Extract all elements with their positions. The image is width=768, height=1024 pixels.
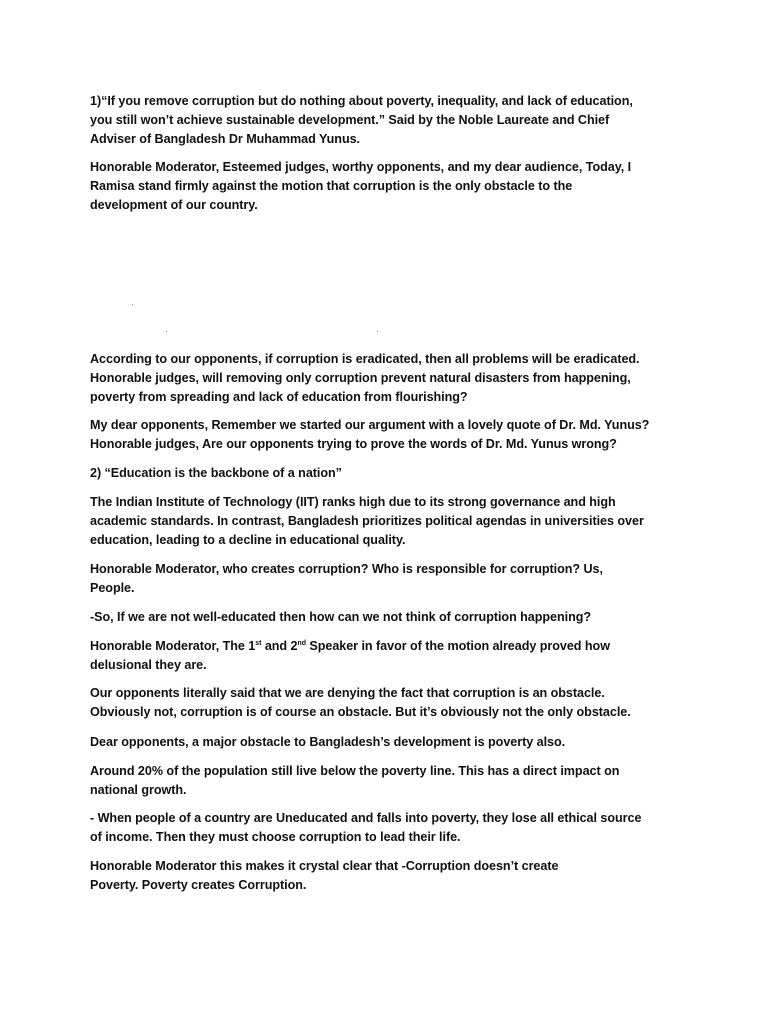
text-line: of income. Then they must choose corruption to lead their life. <box>90 830 461 845</box>
paragraph-not-only-obstacle <box>90 684 690 722</box>
paragraph-who-creates <box>90 560 690 598</box>
scan-speck <box>377 331 378 332</box>
text-line: Ramisa stand firmly against the motion that corruption is the only obstacle to the <box>90 179 573 194</box>
paragraph-quote-yunus <box>90 92 690 150</box>
text-line: poverty from spreading and lack of education from flourishing? <box>90 390 468 405</box>
text-line: Honorable Moderator this makes it crystal clear that -Corruption doesn’t create <box>90 859 559 873</box>
text-line: Honorable judges, Are our opponents trying to prove the words of Dr. Md. Yunus wrong? <box>90 437 617 452</box>
scan-speck <box>166 331 167 332</box>
paragraph-remember-quote <box>90 416 690 454</box>
text-line: Poverty. Poverty creates Corruption. <box>90 878 307 893</box>
text-line: Honorable Moderator, who creates corruption? Who is responsible for corruption? Us, <box>90 562 603 576</box>
text-line: 2) “Education is the backbone of a nation” <box>90 466 342 480</box>
text-line: Adviser of Bangladesh Dr Muhammad Yunus. <box>90 132 360 147</box>
text-line: According to our opponents, if corruption is eradicated, then all problems will be eradicated. <box>90 352 640 366</box>
text-line: national growth. <box>90 783 187 798</box>
text-run: Honorable Moderator, The 1 <box>90 639 256 653</box>
text-line: Dear opponents, a major obstacle to Bangladesh’s development is poverty also. <box>90 735 566 749</box>
paragraph-poverty-obstacle <box>90 733 690 752</box>
paragraph-point-two <box>90 464 690 483</box>
text-line: - When people of a country are Uneducated and falls into poverty, they lose all ethical source <box>90 811 642 825</box>
text-line: education, leading to a decline in educational quality. <box>90 533 406 548</box>
text-line: -So, If we are not well-educated then how can we not think of corruption happening? <box>90 610 592 624</box>
text-line: 1)“If you remove corruption but do nothing about poverty, inequality, and lack of education, <box>90 94 633 108</box>
text-line: Our opponents literally said that we are denying the fact that corruption is an obstacle. <box>90 686 605 700</box>
text-line <box>90 637 690 656</box>
scan-speck <box>132 304 133 305</box>
ordinal-suffix: nd <box>297 640 306 647</box>
paragraph-opponents-claim <box>90 350 690 408</box>
paragraph-speakers-delusional <box>90 637 690 675</box>
paragraph-conclusion <box>90 857 690 895</box>
paragraph-poverty-line <box>90 762 690 800</box>
paragraph-iit-comparison <box>90 493 690 551</box>
text-line: academic standards. In contrast, Bangladesh prioritizes political agendas in universities over <box>90 514 644 529</box>
text-run: and 2 <box>261 639 298 653</box>
ordinal-suffix: st <box>255 640 262 647</box>
text-line: development of our country. <box>90 198 258 213</box>
paragraph-opening-address <box>90 158 690 216</box>
text-line: The Indian Institute of Technology (IIT) ranks high due to its strong governance and high <box>90 495 616 509</box>
text-line: Obviously not, corruption is of course an obstacle. But it’s obviously not the only obstacle. <box>90 705 631 720</box>
text-line: you still won’t achieve sustainable development.” Said by the Noble Laureate and Chief <box>90 113 610 128</box>
paragraph-uneducated-poverty <box>90 809 690 847</box>
text-line: My dear opponents, Remember we started our argument with a lovely quote of Dr. Md. Yunus? <box>90 418 650 432</box>
text-line: Honorable judges, will removing only corruption prevent natural disasters from happening, <box>90 371 631 386</box>
text-line: delusional they are. <box>90 658 207 673</box>
text-line: Around 20% of the population still live below the poverty line. This has a direct impact on <box>90 764 620 778</box>
paragraph-not-well-educated <box>90 608 690 627</box>
text-line: Honorable Moderator, Esteemed judges, worthy opponents, and my dear audience, Today, I <box>90 160 632 174</box>
text-run: Speaker in favor of the motion already proved how <box>305 639 610 653</box>
text-line: People. <box>90 581 135 596</box>
